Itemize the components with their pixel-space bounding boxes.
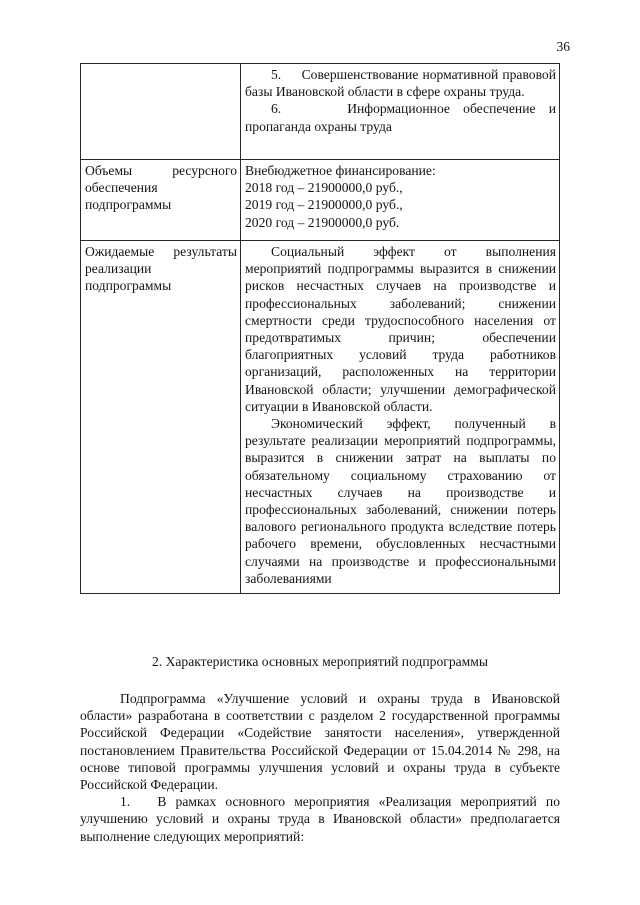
section-heading: 2. Характеристика основных мероприятий подпрограммы (151, 654, 488, 669)
paragraph: Подпрограмма «Улучшение условий и охраны труда в Ивановской области» разработана в соответствии с разделом 2 государственной программы Российской Федерации «Содействие занятости населения», утвержденной постановлением Правительства Российской Федерации от 15.04.2014 № 298, на основе типовой программы улучшения условий и охраны труда в субъекте Российской Федерации. (80, 691, 560, 793)
paragraph: Социальный эффект от выполнения мероприятий подпрограммы выразится в снижении рисков несчастных случаев на производстве и профессиональных заболеваний; снижении смертности среди трудоспособного населения от предотвратимых причин; обеспечении благоприятных условий труда работников организаций, расположенных на территории Ивановской области; улучшении демографической ситуации в Ивановской области. (245, 244, 556, 414)
page-number: 36 (556, 39, 570, 54)
list-item-number: 5. (271, 67, 282, 82)
paragraph: Экономический эффект, полученный в результате реализации мероприятий подпрограммы, выразится в снижении затрат на выплаты по обязательному социальному страхованию от несчастных случаев на производстве и профессиональных заболеваний, снижении потерь валового регионального продукта вследствие потерь рабочего времени, обусловленных несчастными случаями на производстве и профессиональными заболеваниями (245, 416, 556, 586)
list-item (245, 66, 556, 100)
table-row (81, 160, 560, 241)
table-row (81, 241, 560, 594)
funding-line: 2018 год – 21900000,0 руб., (245, 180, 403, 196)
table-cell-value (241, 64, 560, 160)
table-cell-label: Ожидаемые результаты реализации подпрограммы (81, 241, 241, 594)
subprogram-passport-table (80, 63, 560, 594)
table-cell-label (81, 64, 241, 160)
table-cell-value (241, 241, 560, 594)
table-cell-label: Объемы ресурсного обеспечения подпрограммы (81, 160, 241, 241)
list-item-number: 6. (271, 101, 282, 117)
paragraph: 1. В рамках основного мероприятия «Реализация мероприятий по улучшению условий и охраны труда в Ивановской области» предполагается выполнение следующих мероприятий: (80, 794, 560, 844)
list-item-text: Совершенствование нормативной правовой базы Ивановской области в сфере охраны труда. (245, 67, 556, 100)
funding-line: 2020 год – 21900000,0 руб. (245, 214, 400, 230)
list-item-text: Информационное обеспечение и пропаганда охраны труда (245, 101, 556, 134)
body-text (80, 690, 560, 845)
funding-line: Внебюджетное финансирование: (245, 163, 436, 178)
table-row (81, 64, 560, 160)
funding-line: 2019 год – 21900000,0 руб., (245, 197, 403, 213)
table-cell-value (241, 160, 560, 241)
list-item (245, 100, 556, 134)
